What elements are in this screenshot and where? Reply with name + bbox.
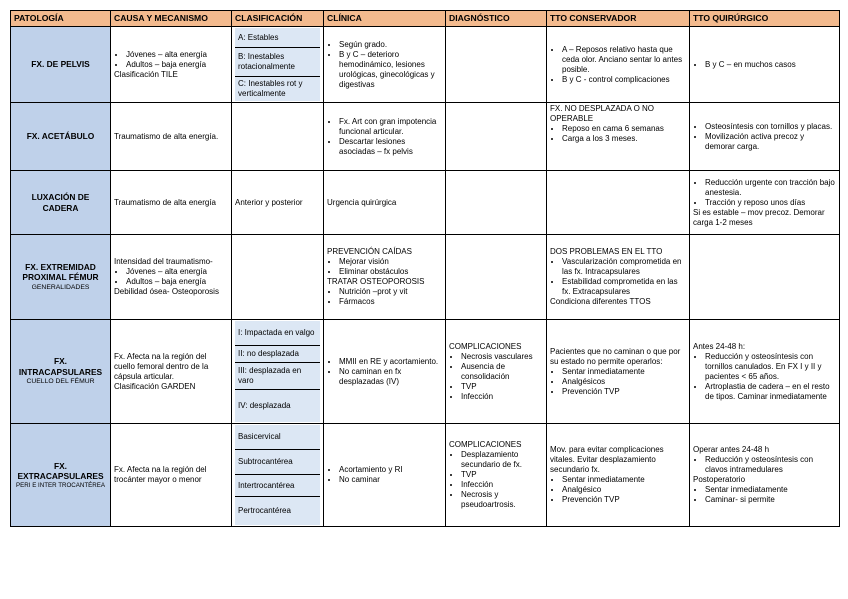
intra-clinica <box>324 320 446 424</box>
list-item: • Adultos – baja energía <box>126 60 228 70</box>
row-femur <box>11 235 840 320</box>
list-item: • Caminar- si permite <box>705 495 836 505</box>
list-item: • Descartar lesiones asociadas – fx pelvis <box>339 137 442 157</box>
note: Si es estable – mov precoz. Demorar carga 1-2 meses <box>693 207 825 227</box>
list-item: • Infección <box>461 480 543 490</box>
note: Pacientes que no caminan o que por su estado no permite operarlos: <box>550 346 681 366</box>
list-item: • Vascularización comprometida en las fx. Intracapsulares <box>562 257 686 277</box>
list-item: • A – Reposos relativo hasta que ceda olor. Anciano sentar lo antes posible. <box>562 45 686 75</box>
header-diagnostico: DIAGNÓSTICO <box>446 11 547 27</box>
list-item: • Estabilidad comprometida en las fx. Extracapsulares <box>562 277 686 297</box>
list-item: • Fx. Art con gran impotencia funcional articular. <box>339 117 442 137</box>
section-title: Operar antes 24-48 h <box>693 445 770 454</box>
intra-quirurgico <box>690 320 840 424</box>
extra-clinica <box>324 424 446 527</box>
header-clinica: CLÍNICA <box>324 11 446 27</box>
note: Intensidad del traumatismo- <box>114 257 213 266</box>
list-item: • Reducción y osteosíntesis con tornillos canulados. En FX I y II y pacientes < 65 años. <box>705 352 836 382</box>
class-cell: B: Inestables rotacionalmente <box>235 48 320 77</box>
list-item: • TVP <box>461 382 543 392</box>
pathology-subtitle: GENERALIDADES <box>31 283 90 291</box>
pelvis-quirurgico <box>690 27 840 103</box>
acetabulo-clasificacion <box>232 103 324 171</box>
list-item: • Jóvenes – alta energía <box>126 50 228 60</box>
luxacion-patologia: LUXACIÓN DE CADERA <box>11 171 111 235</box>
luxacion-clinica: Urgencia quirúrgica <box>324 171 446 235</box>
section-title: Antes 24-48 h: <box>693 341 746 351</box>
list-item: • B y C – en muchos casos <box>705 60 836 70</box>
femur-clasificacion <box>232 235 324 320</box>
list-item: • Jóvenes – alta energía <box>126 267 228 277</box>
extra-diagnostico <box>446 424 547 527</box>
list-item: • Fármacos <box>339 297 442 307</box>
pathology-title: FX. EXTREMIDAD PROXIMAL FÉMUR <box>22 261 99 283</box>
femur-quirurgico <box>690 235 840 320</box>
intra-clasificacion <box>232 320 324 424</box>
acetabulo-quirurgico <box>690 103 840 171</box>
list-item: • Osteosíntesis con tornillos y placas. <box>705 122 836 132</box>
classification-note: Clasificación TILE <box>114 69 178 79</box>
intra-conservador <box>547 320 690 424</box>
class-cell: A: Estables <box>235 28 320 48</box>
list-item: • Analgésico <box>562 485 686 495</box>
class-cell: C: Inestables rot y verticalmente <box>235 77 320 101</box>
acetabulo-conservador <box>547 103 690 171</box>
class-cell: Basicervical <box>235 425 320 450</box>
header-clasificacion: CLASIFICACIÓN <box>232 11 324 27</box>
list-item: • Analgésicos <box>562 377 686 387</box>
row-acetabulo <box>11 103 840 171</box>
list-item: • Mejorar visión <box>339 257 442 267</box>
pathology-title: FX. EXTRACAPSULARES <box>17 460 104 482</box>
section-title: DOS PROBLEMAS EN EL TTO <box>550 247 663 256</box>
list-item: • Reducción urgente con tracción bajo anestesia. <box>705 178 836 198</box>
section-title: FX. NO DESPLAZADA O NO OPERABLE <box>550 104 655 123</box>
pathology-subtitle: PERI E INTER TROCANTÉREA <box>16 481 105 489</box>
note: Fx. Afecta na la región del cuello femoral dentro de la cápsula articular. <box>114 351 209 381</box>
acetabulo-causa: Traumatismo de alta energía. <box>111 103 232 171</box>
class-cell: Intertrocantérea <box>235 475 320 497</box>
pelvis-clasificacion <box>232 27 324 103</box>
luxacion-clasificacion: Anterior y posterior <box>232 171 324 235</box>
extra-clasificacion <box>232 424 324 527</box>
section-title: Postoperatorio <box>693 475 746 484</box>
row-pelvis <box>11 27 840 103</box>
luxacion-quirurgico <box>690 171 840 235</box>
list-item: • Artroplastia de cadera – en el resto de tipos. Caminar inmediatamente <box>705 382 836 402</box>
femur-patologia <box>11 235 111 320</box>
pathology-title: FX. INTRACAPSULARES <box>18 356 103 377</box>
list-item: • Necrosis y pseudoartrosis. <box>461 490 543 510</box>
intra-causa <box>111 320 232 424</box>
list-item: • Según grado. <box>339 40 442 50</box>
header-tto-conservador: TTO CONSERVADOR <box>547 11 690 27</box>
list-item: • Sentar inmediatamente <box>562 475 686 485</box>
list-item: • Tracción y reposo unos días <box>705 198 836 208</box>
section-title: TRATAR OSTEOPOROSIS <box>327 277 425 286</box>
extra-causa: Fx. Afecta na la región del trocánter mayor o menor <box>111 424 232 527</box>
note: Debilidad ósea- Osteoporosis <box>114 287 219 296</box>
femur-clinica <box>324 235 446 320</box>
class-cell: I: Impactada en valgo <box>235 321 320 346</box>
list-item: • Desplazamiento secundario de fx. <box>461 450 543 470</box>
intra-patologia <box>11 320 111 424</box>
medical-table <box>10 10 840 527</box>
femur-conservador <box>547 235 690 320</box>
list-item: • Adultos – baja energía <box>126 277 228 287</box>
list-item: • No caminan en fx desplazadas (IV) <box>339 367 442 387</box>
row-intracapsulares <box>11 320 840 424</box>
list-item: • Infección <box>461 392 543 402</box>
class-cell: Pertrocantérea <box>235 497 320 525</box>
list-item: • Prevención TVP <box>562 495 686 505</box>
row-extracapsulares <box>11 424 840 527</box>
list-item: • Sentar inmediatamente <box>562 367 686 377</box>
extra-patologia <box>11 424 111 527</box>
list-item: • TVP <box>461 470 543 480</box>
header-patologia: PATOLOGÍA <box>11 11 111 27</box>
class-cell: II: no desplazada <box>235 346 320 363</box>
pelvis-causa <box>111 27 232 103</box>
pelvis-conservador <box>547 27 690 103</box>
luxacion-conservador <box>547 171 690 235</box>
list-item: • MMII en RE y acortamiento. <box>339 357 442 367</box>
classification-note: Clasificación GARDEN <box>114 381 196 391</box>
note: Condiciona diferentes TTOS <box>550 297 651 306</box>
note: Mov. para evitar complicaciones vitales. Evitar desplazamiento secundario fx. <box>550 445 664 474</box>
list-item: • No caminar <box>339 475 442 485</box>
femur-causa <box>111 235 232 320</box>
acetabulo-patologia: FX. ACETÁBULO <box>11 103 111 171</box>
pelvis-clinica <box>324 27 446 103</box>
list-item: • Necrosis vasculares <box>461 352 543 362</box>
luxacion-diagnostico <box>446 171 547 235</box>
class-cell: Subtrocantérea <box>235 450 320 475</box>
list-item: • Reposo en cama 6 semanas <box>562 124 686 134</box>
list-item: • Reducción y osteosíntesis con clavos intramedulares <box>705 455 836 475</box>
extra-quirurgico <box>690 424 840 527</box>
list-item: • Prevención TVP <box>562 387 686 397</box>
luxacion-causa: Traumatismo de alta energía <box>111 171 232 235</box>
header-tto-quirurgico: TTO QUIRÚRGICO <box>690 11 840 27</box>
section-title: PREVENCIÓN CAÍDAS <box>327 247 412 256</box>
list-item: • Movilización activa precoz y demorar carga. <box>705 132 836 152</box>
list-item: • Carga a los 3 meses. <box>562 134 686 144</box>
pathology-subtitle: CUELLO DEL FÉMUR <box>26 378 95 386</box>
femur-diagnostico <box>446 235 547 320</box>
header-row <box>11 11 840 27</box>
acetabulo-clinica <box>324 103 446 171</box>
list-item: • Acortamiento y RI <box>339 465 442 475</box>
list-item: • Eliminar obstáculos <box>339 267 442 277</box>
row-luxacion <box>11 171 840 235</box>
list-item: • Sentar inmediatamente <box>705 485 836 495</box>
intra-diagnostico <box>446 320 547 424</box>
list-item: • Nutrición –prot y vit <box>339 287 442 297</box>
list-item: • B y C – deterioro hemodinámico, lesiones urológicas, ginecológicas y digestivas <box>339 50 442 90</box>
pelvis-diagnostico <box>446 27 547 103</box>
section-title: COMPLICACIONES <box>449 440 522 449</box>
list-item: • Ausencia de consolidación <box>461 362 543 382</box>
header-causa: CAUSA Y MECANISMO <box>111 11 232 27</box>
extra-conservador <box>547 424 690 527</box>
class-cell: IV: desplazada <box>235 390 320 422</box>
class-cell: III: desplazada en varo <box>235 363 320 390</box>
acetabulo-diagnostico <box>446 103 547 171</box>
pelvis-patologia: FX. DE PELVIS <box>11 27 111 103</box>
section-title: COMPLICACIONES <box>449 341 522 351</box>
list-item: • B y C - control complicaciones <box>562 75 686 85</box>
